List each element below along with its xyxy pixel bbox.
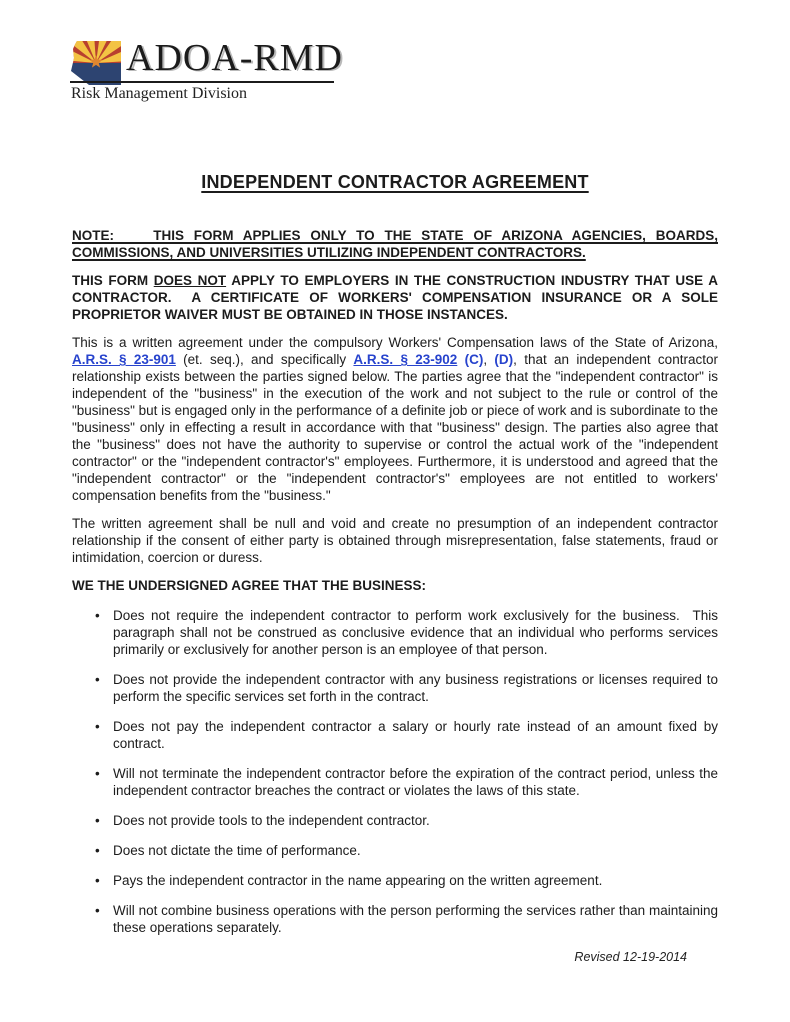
agreement-text-5: , that an independent contractor relationship exists between the parties signed below. The parties agree that the "independent contractor" is independent of the "business" in the execution of the work and not subject to the rule or control of the "business" but is engaged only in the performance of a definite job or piece of work and is subordinate to the "business" only in effecting a result in accordance with that "business" design. The parties also agree that the "business" does not have the authority to supervise or control the actual work of the "independent contractor" or the "independent contractor's" employees. Furthermore, it is understood and agreed that the "independent contractor" or the "independent contractor's" employees are not entitled to workers' compensation benefits from the "business." bbox=[72, 352, 718, 503]
link-ars-23-902-c[interactable]: (C) bbox=[464, 352, 484, 367]
agreement-text-3 bbox=[457, 352, 464, 367]
agreement-text-4: , bbox=[483, 352, 495, 367]
bullet-item: • Pays the independent contractor in the name appearing on the written agreement. bbox=[113, 872, 718, 889]
link-ars-23-902-d[interactable]: (D) bbox=[494, 352, 514, 367]
bullet-item: • Does not dictate the time of performance. bbox=[113, 842, 718, 859]
note-paragraph: NOTE: THIS FORM APPLIES ONLY TO THE STATE OF ARIZONA AGENCIES, BOARDS, COMMISSIONS, AND UNIVERSITIES UTILIZING INDEPENDENT CONTRACTORS. bbox=[72, 228, 718, 260]
link-ars-23-902[interactable]: A.R.S. § 23-902 bbox=[353, 352, 458, 367]
construction-paragraph bbox=[72, 272, 718, 323]
revision-date: Revised 12-19-2014 bbox=[574, 950, 687, 964]
bullet-item: • Does not provide tools to the independent contractor. bbox=[113, 812, 718, 829]
null-void-paragraph: The written agreement shall be null and void and create no presumption of an independent contractor relationship if the consent of either party is obtained through misrepresentation, false statements, fraud or intimidation, coercion or duress. bbox=[72, 516, 718, 565]
agreement-text-2: (et. seq.), and specifically bbox=[175, 352, 354, 367]
bullet-item: • Does not provide the independent contractor with any business registrations or licenses required to perform the specific services set forth in the contract. bbox=[113, 671, 718, 705]
logo-title: ADOA-RMD bbox=[126, 37, 343, 79]
link-ars-23-901[interactable]: A.R.S. § 23-901 bbox=[72, 352, 176, 367]
agreement-paragraph bbox=[72, 334, 718, 504]
construction-text-2: APPLY TO EMPLOYERS IN THE CONSTRUCTION INDUSTRY THAT USE A CONTRACTOR. A CERTIFICATE OF WORKERS' COMPENSATION INSURANCE OR A SOLE PROPRIETOR WAIVER MUST BE OBTAINED IN THOSE INSTANCES. bbox=[72, 273, 718, 322]
bullet-item: • Will not terminate the independent contractor before the expiration of the contract period, unless the independent contractor breaches the contract or violates the laws of this state. bbox=[113, 765, 718, 799]
page-content bbox=[72, 0, 718, 949]
logo-subtitle: Risk Management Division bbox=[71, 85, 247, 102]
page-title: INDEPENDENT CONTRACTOR AGREEMENT bbox=[201, 172, 589, 192]
construction-text-1: THIS FORM bbox=[72, 273, 154, 288]
bullet-item: • Will not combine business operations with the person performing the services rather than maintaining these operations separately. bbox=[113, 902, 718, 936]
business-conditions-list bbox=[72, 607, 718, 936]
agency-header bbox=[72, 0, 718, 140]
bullet-item: • Does not require the independent contractor to perform work exclusively for the business. This paragraph shall not be construed as conclusive evidence that an individual who performs services primarily or exclusively for another person is an employee of that person. bbox=[113, 607, 718, 658]
undersigned-heading: WE THE UNDERSIGNED AGREE THAT THE BUSINESS: bbox=[72, 578, 427, 593]
arizona-flag-icon bbox=[70, 40, 122, 86]
construction-does-not: DOES NOT bbox=[153, 273, 227, 288]
logo-divider bbox=[70, 81, 334, 83]
bullet-item: • Does not pay the independent contractor a salary or hourly rate instead of an amount fixed by contract. bbox=[113, 718, 718, 752]
agreement-text-1: This is a written agreement under the compulsory Workers' Compensation laws of the State of Arizona, bbox=[72, 335, 718, 350]
